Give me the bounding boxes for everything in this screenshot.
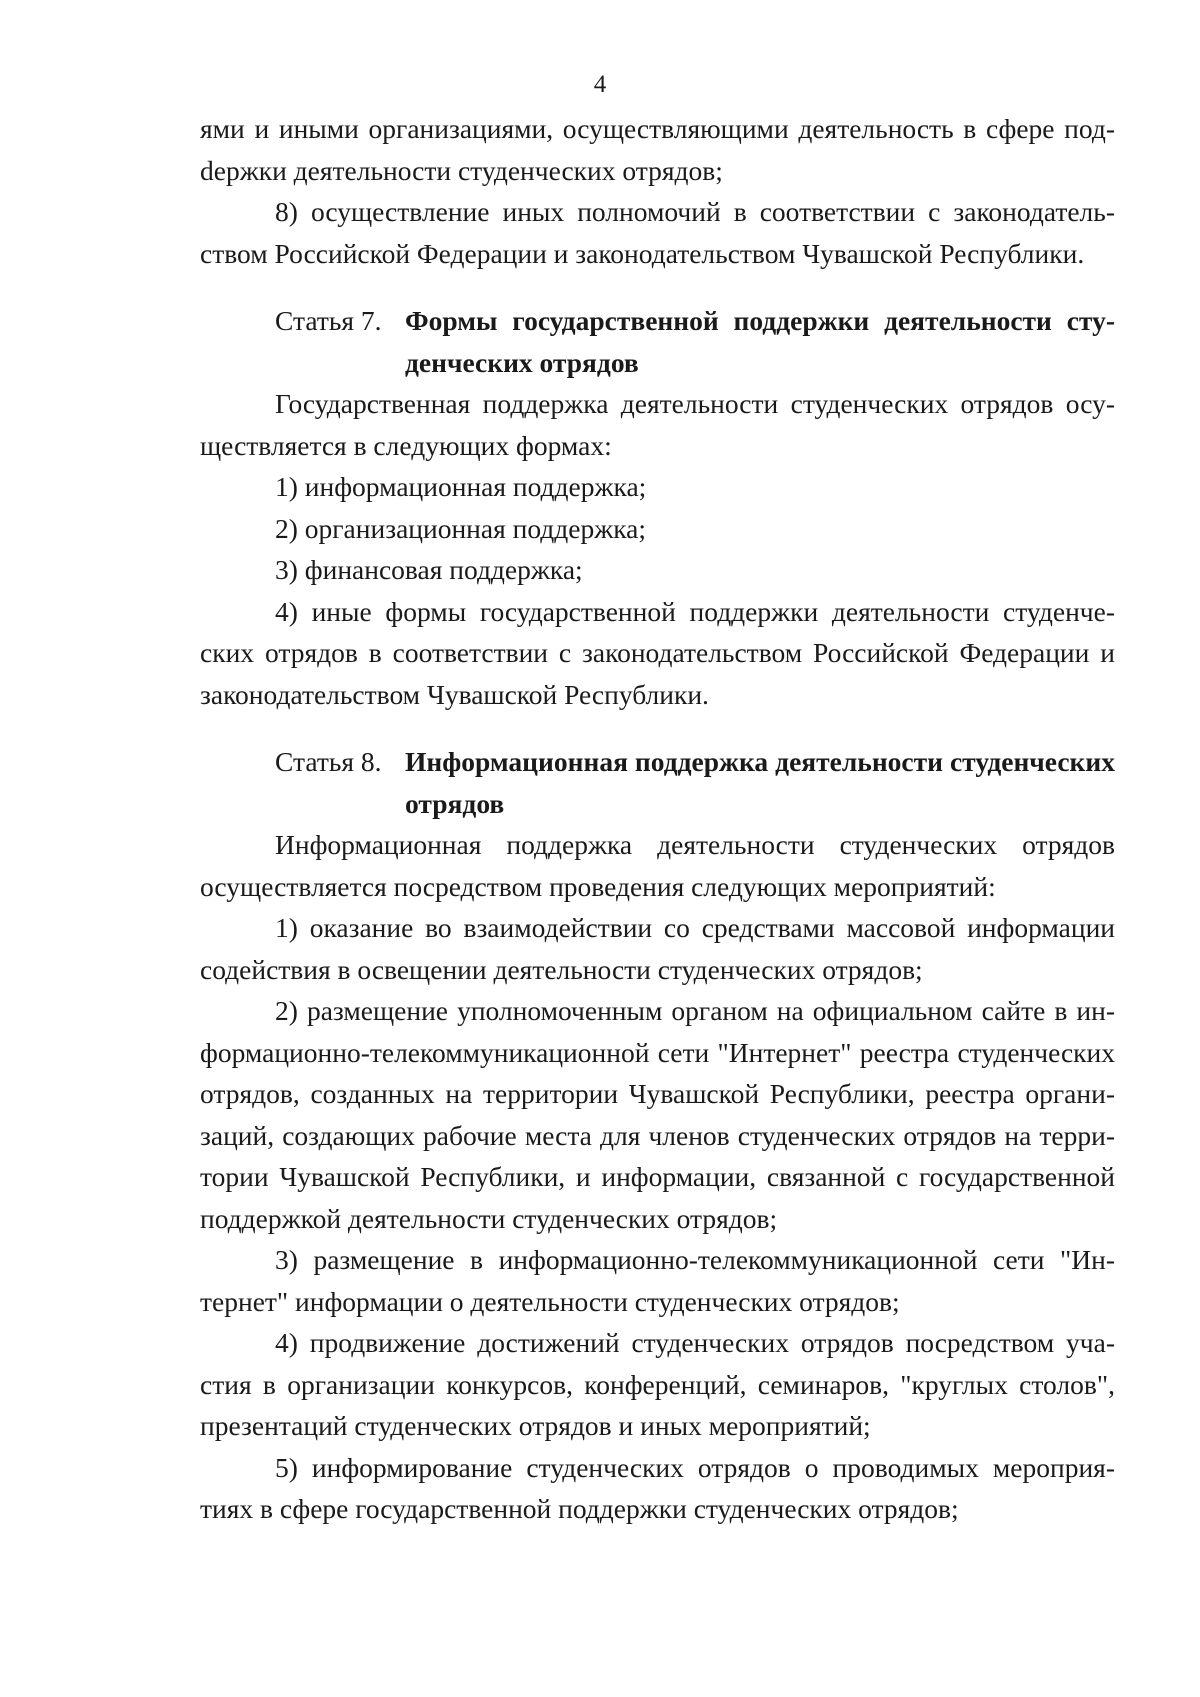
- list-item: 1) оказание во взаимодействии со средствами массовой информации содействия в освещении деятельности студенческих отрядов;: [200, 912, 1115, 985]
- list-item: 2) размещение уполномоченным органом на официальном сайте в информационно-телекоммуникационной сети "Интернет" реестра студенческих отрядов, созданных на территории Чувашской Республики, реестра организаций, создающих рабочие места для членов студенческих отрядов на территории Чувашской Республики, и информации, связанной с государственной поддержкой деятельности студенческих отрядов;: [200, 995, 1115, 1234]
- paragraph: ями и иными организациями, осуществляющими деятельность в сфере подdержки деятельности студенческих отрядов;: [200, 113, 1115, 186]
- paragraph: Государственная поддержка деятельности студенческих отрядов осуществляется в следующих формах:: [200, 388, 1115, 461]
- page-number: 4: [593, 71, 607, 98]
- article-8-heading: [200, 741, 1115, 824]
- list-item: 3) размещение в информационно-телекоммуникационной сети "Интернет" информации о деятельности студенческих отрядов;: [200, 1244, 1115, 1317]
- article-label: Статья 8.: [275, 746, 382, 777]
- document-body: [200, 108, 1115, 1530]
- list-item: 3) финансовая поддержка;: [275, 554, 583, 585]
- article-7-heading: [200, 300, 1115, 383]
- article-title: Формы государственной поддержки деятельности студенческих отрядов: [405, 305, 1115, 378]
- list-item: 2) организационная поддержка;: [275, 512, 647, 544]
- list-item: 5) информирование студенческих отрядов о проводимых мероприятиях в сфере государственной поддержки студенческих отрядов;: [200, 1451, 1115, 1524]
- article-title: Информационная поддержка деятельности студенческих отрядов: [405, 746, 1115, 819]
- article-label: Статья 7.: [275, 305, 382, 336]
- list-item: 1) информационная поддержка;: [275, 471, 647, 502]
- paragraph: Информационная поддержка деятельности студенческих отрядов осуществляется посредством проведения следующих мероприятий:: [200, 829, 1115, 902]
- list-item: 4) иные формы государственной поддержки деятельности студенческих отрядов в соответствии с законодательством Российской Федерации и законодательством Чувашской Республики.: [200, 595, 1115, 710]
- paragraph: 8) осуществление иных полномочий в соответствии с законодательством Российской Федерации и законодательством Чувашской Республики.: [200, 196, 1115, 269]
- list-item: 4) продвижение достижений студенческих отрядов посредством участия в организации конкурсов, конференций, семинаров, "круглых столов", презентаций студенческих отрядов и иных мероприятий;: [200, 1327, 1115, 1441]
